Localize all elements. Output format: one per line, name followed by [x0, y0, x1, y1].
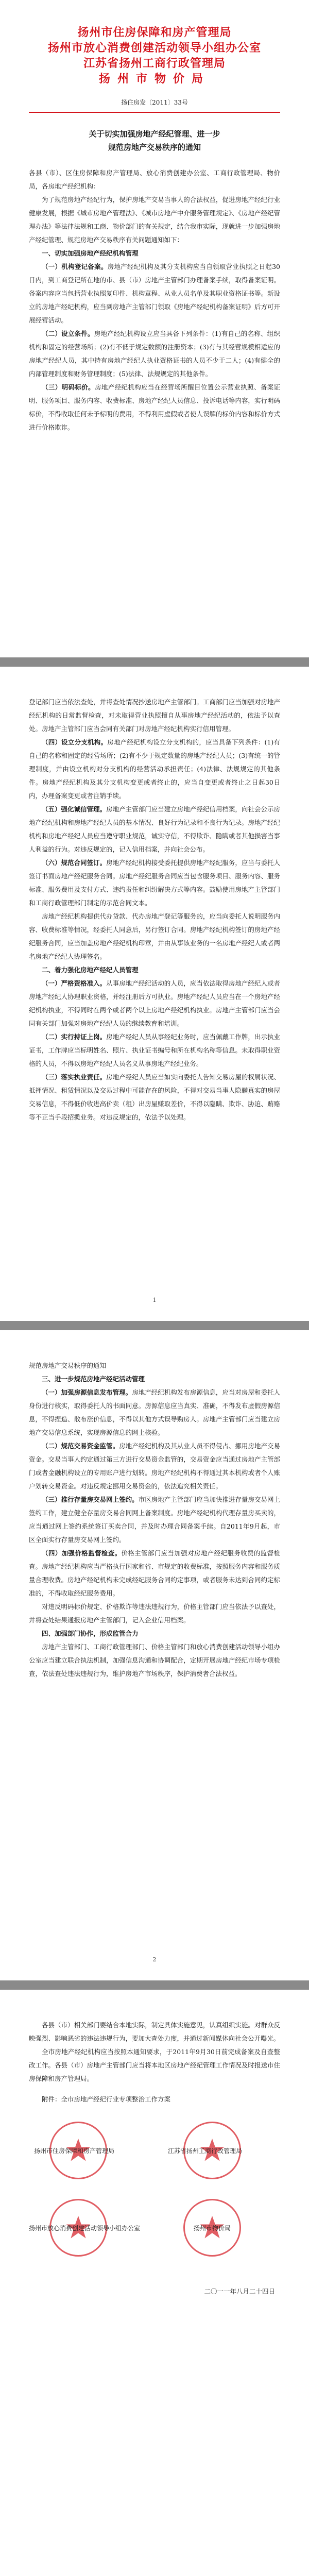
paragraph-2-3-body: 房地产经纪人员应当如实向委托人告知交易房屋的权属状况、抵押情况、租赁情况以及交易过程中可能存在的风险，不得对交易当事人隐瞒真实的房屋交易信息，不得低价收进高价卖（租）出房屋赚取差价，不得以隐瞒、欺诈、胁迫、贿赂等不正当手段招揽业务。对违反规定的，依法予以处理。: [29, 1073, 280, 1121]
paragraph-1-4-body: 房地产经纪机构设立分支机构的，应当具备下列条件：(1)有自己的名称和固定的经营场所；(2)有不少于规定数量的房地产经纪人员；(3)有统一的管理制度，并由设立机构对分支机构的经营活动承担责任；(4)法律、法规规定的其他条件。房地产经纪机构及其分支机构变更或者终止的，应当自变更或者终止之日起30日内，办理备案变更或者注销手续。: [29, 738, 280, 800]
paragraph-3-1: [29, 1386, 280, 1439]
issue-date: 二〇一一年八月二十四日: [204, 2287, 275, 2295]
paragraph-2-1: [29, 977, 280, 1030]
document-title: [39, 127, 270, 154]
signature-area: [29, 2122, 280, 2276]
paragraph-1-5-body: 房地产主管部门应当建立房地产经纪信用档案，向社会公示房地产经纪机构和房地产经纪人员的基本情况、良好行为记录和不良行为记录。房地产经纪机构和房地产经纪人员应当遵守职业规范，诚实守信，不得欺诈、隐瞒或者其他损害当事人利益的行为。对违反规定的，记入信用档案，并向社会公布。: [29, 805, 280, 853]
paragraph-1-1-body: 房地产经纪机构及其分支机构应当自领取营业执照之日起30日内，到工商登记所在地的市、县（市）房地产主管部门办理备案手续，取得备案证明。备案内容应当包括营业执照复印件、机构章程、从业人员名单及其职业资格证书等。新设立的房地产经纪机构，应当到房地产主管部门领取《房地产经纪机构备案证明》后方可开展经营活动。: [29, 263, 280, 324]
title-line-1: 关于切实加强房地产经纪管理、进一步: [89, 129, 220, 139]
red-divider: [29, 112, 280, 113]
paragraph-3-1-body: 房地产经纪机构发布房源信息，应当对房屋和委托人身份进行核实，取得委托人的书面同意。房源信息应当真实、准确，不得发布虚假房源信息，不得捏造、散布涨价信息，不得以其他方式误导购房人。房地产主管部门应当建立房地产交易信息系统，实现房源信息的网上核验。: [29, 1388, 280, 1436]
subheading-1-3: （三）明码标价。: [42, 383, 95, 391]
paragraph-3-2: [29, 1439, 280, 1493]
attachment-line: 附件：全市房地产经纪行业专项整治工作方案: [42, 2095, 171, 2103]
paragraph-1-2: [29, 327, 280, 381]
paragraph-1-5: [29, 803, 280, 856]
document-number: 扬住房发〔2011〕33号: [121, 99, 188, 106]
document-page-4: [0, 1990, 309, 2576]
section-heading-2: 二、着力强化房地产经纪人员管理: [42, 966, 139, 974]
paragraph-3-4-body: 价格主管部门应当加强对房地产经纪服务收费的监督检查。房地产经纪机构应当严格执行国家和省、市规定的收费标准，按照服务内容和服务质量合理收费。房地产经纪机构未完成经纪服务合同约定事项，或者服务未达到合同约定标准的，不得收取经纪服务费用。: [29, 1549, 280, 1597]
paragraph-1-6-continued: 房地产经纪机构提供代办贷款、代办房地产登记等服务的，应当向委托人说明服务内容、收费标准等情况，经委托人同意后，另行签订合同。房地产经纪机构签订的房地产经纪服务合同，应当加盖房地产经纪机构印章，并由从事该业务的一名房地产经纪人或者两名房地产经纪人协理签名。: [29, 912, 280, 960]
paragraph-2-2: [29, 1030, 280, 1071]
paragraph-2-2-body: 房地产经纪人员从事经纪业务时，应当佩戴工作牌，出示执业证书，工作牌应当标明姓名、照片、执业证书编号和所在机构名称等信息。未取得职业资格的人员，不得以房地产经纪人员名义从事房地产经纪业务。: [29, 1033, 280, 1067]
issuer-line-3: 江苏省扬州工商行政管理局: [83, 57, 226, 70]
subheading-1-2: （二）设立条件。: [42, 330, 94, 337]
subheading-1-4: （四）设立分支机构。: [42, 738, 108, 746]
paragraph-2-3: [29, 1071, 280, 1124]
paragraph-1-4: [29, 736, 280, 803]
paragraph-2-1-body: 从事房地产经纪活动的人员，应当依法取得房地产经纪人或者房地产经纪人协理职业资格，并经注册后方可执业。房地产经纪人员应当在一个房地产经纪机构执业，不得同时在两个或者两个以上房地产经纪机构执业。房地产主管部门应当会同有关部门加强对房地产经纪人员的继续教育和培训。: [29, 979, 280, 1027]
paragraph-1-3: [29, 381, 280, 434]
signer-3: 江苏省扬州工商行政管理局: [168, 2147, 243, 2155]
page-number: 2: [152, 1956, 157, 1963]
issuer-header: [29, 25, 280, 87]
subheading-3-3: （三）推行存量房交易网上签约。: [42, 1496, 139, 1503]
subheading-3-4: （四）加强价格监督检查。: [42, 1549, 122, 1557]
closing-paragraph-1: 各县（市）相关部门要结合本地实际，制定具体实施意见，认真组织实施。对群众反映强烈、影响恶劣的违法违规行为，要加大查处力度，并通过新闻媒体向社会公开曝光。: [29, 2021, 280, 2042]
subheading-2-3: （三）落实执业责任。: [42, 1073, 107, 1081]
paragraph-4: 房地产主管部门、工商行政管理部门、价格主管部门和放心消费创建活动领导小组办公室应当建立联合执法机制，加强信息沟通和协调配合，定期开展房地产经纪市场专项检查，依法查处违法违规行为，维护房地产市场秩序，保护消费者合法权益。: [29, 1643, 280, 1677]
signer-4: 扬州市物价局: [194, 2225, 231, 2232]
subheading-2-2: （二）实行持证上岗。: [42, 1033, 107, 1041]
issuer-line-1: 扬州市住房保障和房产管理局: [77, 26, 232, 39]
document-page-3: [0, 1330, 309, 1980]
subheading-1-5: （五）强化诚信管理。: [42, 805, 107, 813]
document-page-1: [0, 0, 309, 657]
paragraph-3-2-body: 房地产经纪机构及其从业人员不得侵占、挪用房地产交易资金。交易当事人约定通过第三方进行交易资金监管的，交易资金应当通过房地产主管部门或者金融机构设立的专用账户进行划转。房地产经纪机构不得通过其本机构或者个人账户划转交易资金。对违反规定挪用交易资金的，依法追究相关责任。: [29, 1442, 280, 1490]
page-number: 1: [152, 1297, 157, 1303]
signer-2: 扬州市放心消费创建活动领导小组办公室: [29, 2225, 141, 2232]
addressee: 各县（市）、区住房保障和房产管理局、放心消费创建办公室、工商行政管理局、物价局，各房地产经纪机构：: [29, 169, 280, 190]
continued-title: 规范房地产交易秩序的通知: [29, 1362, 107, 1369]
subheading-2-1: （一）严格资格准入。: [42, 979, 107, 987]
paragraph-3-4: [29, 1547, 280, 1600]
continued-paragraph: 登记部门应当依法查处，并将查处情况抄送房地产主管部门。工商部门应当加强对房地产经纪机构的日常监督检查，对未取得营业执照擅自从事房地产经纪活动的，依法予以查处。房地产主管部门应当会同有关部门对房地产经纪机构实行信用管理。: [29, 698, 280, 733]
section-heading-3: 三、进一步规范房地产经纪活动管理: [42, 1375, 145, 1383]
paragraph-1-6-body: 房地产经纪机构接受委托提供房地产经纪服务，应当与委托人签订书面房地产经纪服务合同。房地产经纪服务合同应当包含服务项目、服务内容、服务标准、服务费用及支付方式、违约责任和纠纷解决方式等内容。鼓励使用房地产主管部门和工商行政管理部门制定的示范合同文本。: [29, 859, 280, 907]
document-page-2: [0, 667, 309, 1321]
paragraph-1-1: [29, 260, 280, 327]
section-heading-4: 四、加强部门协作，形成监管合力: [42, 1630, 139, 1637]
paragraph-3-4-continued: 对违反明码标价规定、价格欺诈等违法违规行为，价格主管部门应当依法予以查处，并将查处结果通报房地产主管部门，记入企业信用档案。: [29, 1603, 280, 1624]
subheading-3-1: （一）加强房源信息发布管理。: [42, 1388, 132, 1396]
issuer-line-2: 扬州市放心消费创建活动领导小组办公室: [47, 41, 261, 55]
title-line-2: 规范房地产交易秩序的通知: [108, 143, 201, 152]
paragraph-1-3-body: 房地产经纪机构应当在经营场所醒目位置公示营业执照、备案证明、服务项目、服务内容、收费标准、房地产经纪人员信息、投诉电话等内容，实行明码标价，不得收取任何未予标明的费用，不得利用虚假或者使人误解的标价内容和标价方式进行价格欺诈。: [29, 383, 280, 431]
paragraph-1-2-body: 房地产经纪机构设立应当具备下列条件：(1)有自己的名称、组织机构和固定的经营场所；(2)有不低于规定数额的注册资本；(3)有与其经营规模相适应的房地产经纪人员，其中持有房地产经纪人执业资格证书的人员不少于二人；(4)有健全的内部管理制度和财务管理制度；(5)法律、法规规定的其他条件。: [29, 330, 280, 378]
section-heading-1: 一、切实加强房地产经纪机构管理: [42, 249, 139, 257]
issuer-line-4: 扬州市物价局: [98, 72, 210, 86]
paragraph-3-3: [29, 1493, 280, 1547]
signer-1: 扬州市住房保障和房产管理局: [34, 2147, 115, 2155]
paragraph-3-3-body: 市区房地产主管部门应当加快推进存量房交易网上签约工作，建立健全存量房交易合同网上备案制度。房地产经纪机构代理存量房买卖的，应当通过网上签约系统签订买卖合同，并及时办理合同备案手续。自2011年9月起，市区全面实行存量房交易网上签约。: [29, 1496, 280, 1544]
paragraph-1-6: [29, 856, 280, 910]
subheading-1-1: （一）机构登记备案。: [42, 263, 108, 270]
subheading-3-2: （二）规范交易资金监管。: [42, 1442, 119, 1450]
intro-paragraph: 为了规范房地产经纪行为，保护房地产交易当事人的合法权益，促进房地产经纪行业健康发展，根据《城市房地产管理法》、《城市房地产中介服务管理规定》、《房地产经纪管理办法》等法律法规和工商、物价部门的有关规定，结合我市实际，现就进一步加强房地产经纪管理、规范房地产交易秩序有关问题通知如下：: [29, 196, 280, 244]
subheading-1-6: （六）规范合同签订。: [42, 859, 107, 867]
closing-paragraph-2: 全市房地产经纪机构应当按照本通知要求，于2011年9月30日前完成备案及自查整改工作。各县（市）房地产主管部门应当将本地区房地产经纪管理工作情况及时报送市住房保障和房产管理局。: [29, 2048, 280, 2082]
